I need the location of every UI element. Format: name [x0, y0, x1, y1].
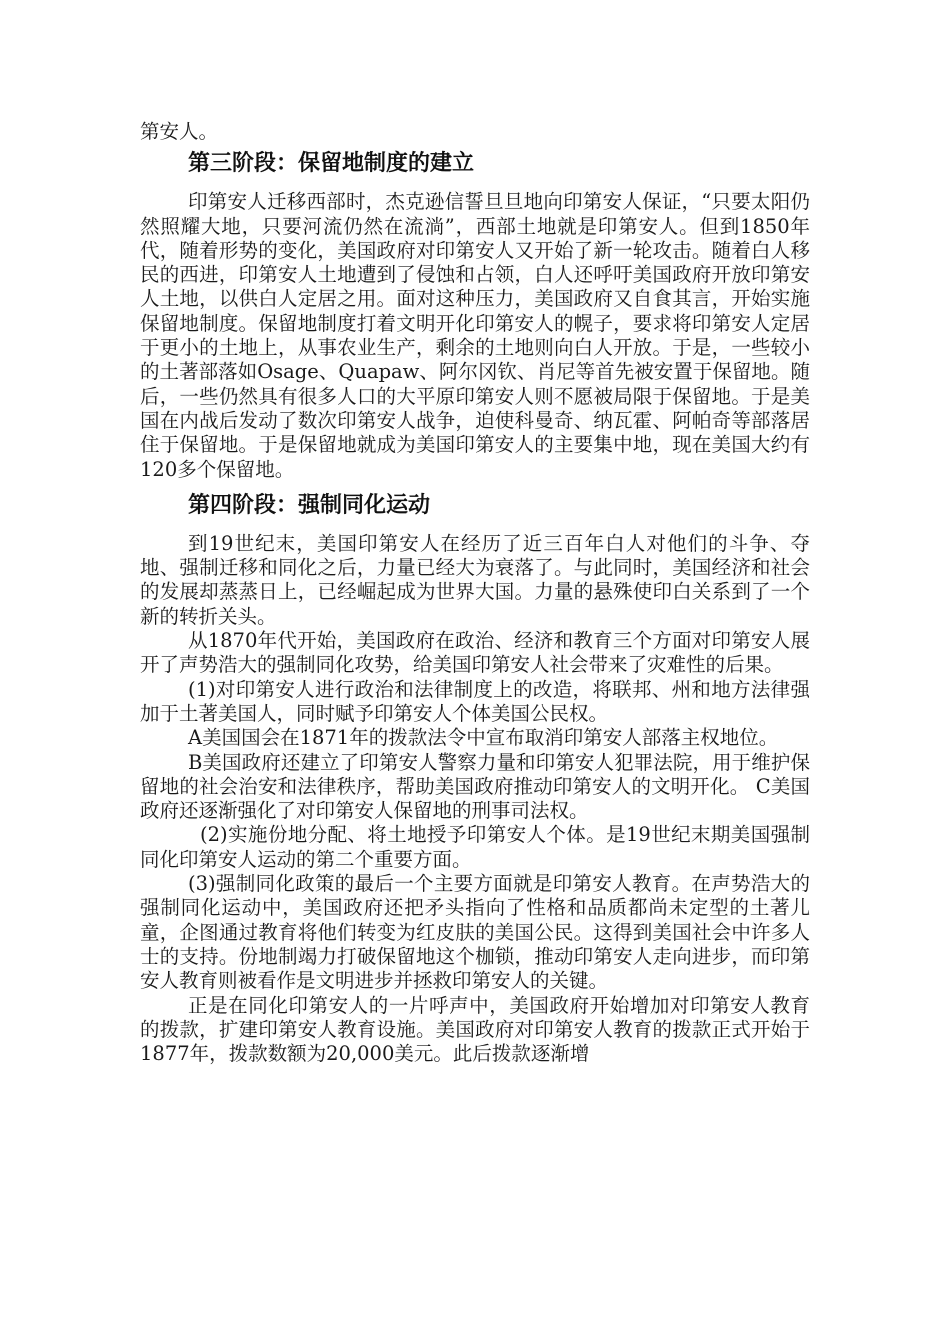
paragraph-appropriations: 正是在同化印第安人的一片呼声中，美国政府开始增加对印第安人教育的拨款，扩建印第安人教育设施。美国政府对印第安人教育的拨款正式开始于1877年，拨款数额为20,000美元。此后拨款逐渐增: [140, 993, 810, 1066]
document-body: [140, 120, 810, 1066]
paragraph-stage-four-1870s: 从1870年代开始，美国政府在政治、经济和教育三个方面对印第安人展开了声势浩大的强制同化攻势，给美国印第安人社会带来了灾难性的后果。: [140, 629, 810, 677]
paragraph-continuation: 第安人。: [140, 120, 219, 143]
paragraph-point-two: (2)实施份地分配、将土地授予印第安人个体。是19世纪末期美国强制同化印第安人运动的第二个重要方面。: [140, 823, 810, 871]
heading-stage-three: 第三阶段：保留地制度的建立: [188, 151, 475, 177]
paragraph-point-three: (3)强制同化政策的最后一个主要方面就是印第安人教育。在声势浩大的强制同化运动中，美国政府还把矛头指向了性格和品质都尚未定型的土著儿童，企图通过教育将他们转变为红皮肤的美国公民。这得到美国社会中许多人士的支持。份地制竭力打破保留地这个枷锁，推动印第安人走向进步，而印第安人教育则被看作是文明进步并拯救印第安人的关键。: [140, 872, 810, 993]
paragraph-point-one-bc: B美国政府还建立了印第安人警察力量和印第安人犯罪法院，用于维护保留地的社会治安和法律秩序，帮助美国政府推动印第安人的文明开化。 C美国政府还逐渐强化了对印第安人保留地的刑事司法权。: [140, 750, 810, 823]
paragraph-stage-three: 印第安人迁移西部时，杰克逊信誓旦旦地向印第安人保证，“只要太阳仍然照耀大地，只要河流仍然在流淌”，西部土地就是印第安人。但到1850年代，随着形势的变化，美国政府对印第安人又开始了新一轮攻击。随着白人移民的西进，印第安人土地遭到了侵蚀和占领，白人还呼吁美国政府开放印第安人土地，以供白人定居之用。面对这种压力，美国政府又自食其言，开始实施保留地制度。保留地制度打着文明开化印第安人的幌子，要求将印第安人定居于更小的土地上，从事农业生产，剩余的土地则向白人开放。于是，一些较小的土著部落如Osage、Quapaw、阿尔冈钦、肖尼等首先被安置于保留地。随后，一些仍然具有很多人口的大平原印第安人则不愿被局限于保留地。于是美国在内战后发动了数次印第安人战争，迫使科曼奇、纳瓦霍、阿帕奇等部落居住于保留地。于是保留地就成为美国印第安人的主要集中地，现在美国大约有120多个保留地。: [140, 190, 810, 481]
heading-stage-four: 第四阶段：强制同化运动: [188, 492, 431, 518]
paragraph-stage-four-intro: 到19世纪末，美国印第安人在经历了近三百年白人对他们的斗争、夺地、强制迁移和同化之后，力量已经大为衰落了。与此同时，美国经济和社会的发展却蒸蒸日上，已经崛起成为世界大国。力量的悬殊使印白关系到了一个新的转折关头。: [140, 531, 810, 628]
paragraph-point-one: (1)对印第安人进行政治和法律制度上的改造，将联邦、州和地方法律强加于土著美国人，同时赋予印第安人个体美国公民权。: [140, 677, 810, 725]
paragraph-point-one-a: A美国国会在1871年的拨款法令中宣布取消印第安人部落主权地位。: [188, 726, 779, 750]
